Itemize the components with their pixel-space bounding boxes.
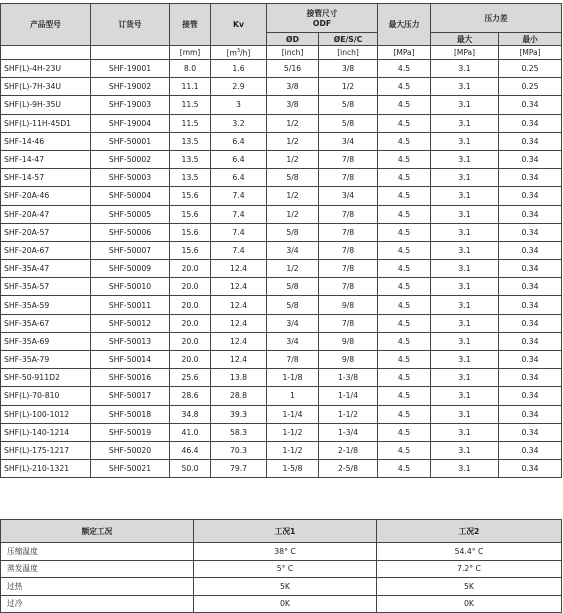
cell-order-number: SHF-50005 — [91, 205, 170, 223]
cell-max-pressure: 4.5 — [378, 205, 431, 223]
cell-od: 1 — [267, 387, 319, 405]
table-row — [1, 423, 562, 441]
table-row — [1, 314, 562, 332]
cond-header-c1: 工况1 — [194, 520, 377, 543]
cell-order-number: SHF-50009 — [91, 260, 170, 278]
units-row — [1, 46, 562, 60]
cell-order-number: SHF-50007 — [91, 241, 170, 259]
cell-kv: 2.9 — [211, 78, 267, 96]
header-min: 最小 — [499, 33, 562, 46]
cell-max-pressure: 4.5 — [378, 387, 431, 405]
table-row — [1, 78, 562, 96]
cell-connection: 15.6 — [170, 205, 211, 223]
cell-connection: 41.0 — [170, 423, 211, 441]
condition-2-value: 7.2° C — [377, 560, 562, 578]
unit-connection: [mm] — [170, 46, 211, 60]
condition-2-value: 0K — [377, 595, 562, 613]
table-row — [1, 187, 562, 205]
header-order-number: 订货号 — [91, 4, 170, 46]
cell-pressure-min: 0.34 — [499, 278, 562, 296]
header-odf-title: 接管尺寸 — [306, 9, 338, 18]
cell-max-pressure: 4.5 — [378, 296, 431, 314]
cell-pressure-min: 0.34 — [499, 260, 562, 278]
cell-od: 3/8 — [267, 78, 319, 96]
cell-connection: 15.6 — [170, 223, 211, 241]
cell-order-number: SHF-19003 — [91, 96, 170, 114]
cell-order-number: SHF-19004 — [91, 114, 170, 132]
cell-connection: 15.6 — [170, 241, 211, 259]
header-odf — [267, 4, 378, 33]
table-row — [1, 169, 562, 187]
cell-model: SHF(L)-7H-34U — [1, 78, 91, 96]
condition-row — [1, 578, 562, 596]
condition-label: 过热 — [1, 578, 194, 596]
cell-order-number: SHF-50012 — [91, 314, 170, 332]
cell-oes: 3/4 — [319, 187, 378, 205]
table-row — [1, 223, 562, 241]
cell-max-pressure: 4.5 — [378, 260, 431, 278]
cell-order-number: SHF-50013 — [91, 332, 170, 350]
cell-max-pressure: 4.5 — [378, 460, 431, 478]
cell-order-number: SHF-19001 — [91, 60, 170, 78]
condition-label: 过冷 — [1, 595, 194, 613]
cell-order-number: SHF-50017 — [91, 387, 170, 405]
cell-order-number: SHF-50010 — [91, 278, 170, 296]
cell-model: SHF-35A-79 — [1, 351, 91, 369]
cell-max-pressure: 4.5 — [378, 369, 431, 387]
condition-1-value: 5K — [194, 578, 377, 596]
condition-row — [1, 543, 562, 561]
cell-connection: 13.5 — [170, 132, 211, 150]
cell-oes: 7/8 — [319, 205, 378, 223]
rated-conditions-table — [0, 519, 562, 613]
cell-kv: 70.3 — [211, 441, 267, 459]
cell-max-pressure: 4.5 — [378, 278, 431, 296]
header-max-pressure: 最大压力 — [378, 4, 431, 46]
cell-order-number: SHF-50014 — [91, 351, 170, 369]
cell-model: SHF-14-47 — [1, 150, 91, 168]
cell-pressure-min: 0.34 — [499, 241, 562, 259]
cell-oes: 7/8 — [319, 150, 378, 168]
cell-pressure-min: 0.34 — [499, 332, 562, 350]
cell-pressure-max: 3.1 — [431, 314, 499, 332]
cell-model: SHF(L)-100-1012 — [1, 405, 91, 423]
cell-kv: 12.4 — [211, 278, 267, 296]
cell-max-pressure: 4.5 — [378, 441, 431, 459]
cell-od: 1-5/8 — [267, 460, 319, 478]
cond-header-c2: 工况2 — [377, 520, 562, 543]
cell-oes: 2-5/8 — [319, 460, 378, 478]
condition-label: 压缩温度 — [1, 543, 194, 561]
unit-min: [MPa] — [499, 46, 562, 60]
cell-max-pressure: 4.5 — [378, 78, 431, 96]
cell-od: 1-1/4 — [267, 405, 319, 423]
cell-max-pressure: 4.5 — [378, 96, 431, 114]
cell-od: 1/2 — [267, 205, 319, 223]
header-connection: 接管 — [170, 4, 211, 46]
cell-oes: 9/8 — [319, 351, 378, 369]
cell-pressure-max: 3.1 — [431, 351, 499, 369]
cell-pressure-max: 3.1 — [431, 78, 499, 96]
cell-pressure-max: 3.1 — [431, 60, 499, 78]
cell-kv: 12.4 — [211, 314, 267, 332]
cell-kv: 6.4 — [211, 169, 267, 187]
cell-od: 3/4 — [267, 332, 319, 350]
header-od: ØD — [267, 33, 319, 46]
cell-model: SHF-35A-47 — [1, 260, 91, 278]
cell-pressure-min: 0.34 — [499, 387, 562, 405]
cell-connection: 20.0 — [170, 351, 211, 369]
cell-pressure-min: 0.34 — [499, 441, 562, 459]
cell-max-pressure: 4.5 — [378, 423, 431, 441]
cell-oes: 9/8 — [319, 332, 378, 350]
cell-kv: 12.4 — [211, 332, 267, 350]
unit-max: [MPa] — [431, 46, 499, 60]
unit-kv-pre: [m — [226, 48, 237, 58]
table-row — [1, 60, 562, 78]
cell-pressure-max: 3.1 — [431, 369, 499, 387]
condition-1-value: 0K — [194, 595, 377, 613]
cell-od: 1-1/2 — [267, 441, 319, 459]
cell-order-number: SHF-50004 — [91, 187, 170, 205]
cell-pressure-min: 0.34 — [499, 205, 562, 223]
unit-model — [1, 46, 91, 60]
cell-connection: 8.0 — [170, 60, 211, 78]
cell-od: 1/2 — [267, 150, 319, 168]
cell-order-number: SHF-50016 — [91, 369, 170, 387]
cell-model: SHF(L)-140-1214 — [1, 423, 91, 441]
cell-pressure-min: 0.34 — [499, 296, 562, 314]
condition-label: 蒸发温度 — [1, 560, 194, 578]
table-row — [1, 132, 562, 150]
cell-pressure-max: 3.1 — [431, 441, 499, 459]
cell-oes: 1-3/8 — [319, 369, 378, 387]
table-row — [1, 114, 562, 132]
cell-kv: 39.3 — [211, 405, 267, 423]
cell-pressure-max: 3.1 — [431, 169, 499, 187]
cell-pressure-min: 0.34 — [499, 150, 562, 168]
cell-order-number: SHF-50021 — [91, 460, 170, 478]
cell-kv: 28.8 — [211, 387, 267, 405]
header-kv: Kv — [211, 4, 267, 46]
table-row — [1, 96, 562, 114]
cell-kv: 7.4 — [211, 223, 267, 241]
cell-oes: 9/8 — [319, 296, 378, 314]
cell-pressure-min: 0.34 — [499, 460, 562, 478]
cell-max-pressure: 4.5 — [378, 169, 431, 187]
cell-model: SHF(L)-175-1217 — [1, 441, 91, 459]
table-row — [1, 460, 562, 478]
cell-pressure-max: 3.1 — [431, 150, 499, 168]
cell-order-number: SHF-50019 — [91, 423, 170, 441]
cell-max-pressure: 4.5 — [378, 132, 431, 150]
cell-oes: 5/8 — [319, 114, 378, 132]
cell-pressure-max: 3.1 — [431, 223, 499, 241]
cell-pressure-min: 0.34 — [499, 132, 562, 150]
table-row — [1, 441, 562, 459]
cell-max-pressure: 4.5 — [378, 241, 431, 259]
cell-pressure-max: 3.1 — [431, 205, 499, 223]
cell-kv: 7.4 — [211, 187, 267, 205]
header-oes: ØE/S/C — [319, 33, 378, 46]
header-pressure-diff: 压力差 — [431, 4, 562, 33]
cell-pressure-min: 0.34 — [499, 369, 562, 387]
cell-od: 3/4 — [267, 314, 319, 332]
cell-pressure-max: 3.1 — [431, 187, 499, 205]
cell-connection: 34.8 — [170, 405, 211, 423]
cell-model: SHF-35A-69 — [1, 332, 91, 350]
unit-kv-sup: 3 — [236, 47, 241, 54]
cell-model: SHF-20A-46 — [1, 187, 91, 205]
cell-connection: 50.0 — [170, 460, 211, 478]
table-row — [1, 296, 562, 314]
header-max: 最大 — [431, 33, 499, 46]
unit-max-pressure: [MPa] — [378, 46, 431, 60]
cell-oes: 1-1/4 — [319, 387, 378, 405]
cell-order-number: SHF-50003 — [91, 169, 170, 187]
cell-pressure-max: 3.1 — [431, 332, 499, 350]
cell-pressure-min: 0.34 — [499, 223, 562, 241]
cell-oes: 7/8 — [319, 223, 378, 241]
cell-max-pressure: 4.5 — [378, 60, 431, 78]
cell-order-number: SHF-50001 — [91, 132, 170, 150]
cell-oes: 1-1/2 — [319, 405, 378, 423]
cell-od: 1/2 — [267, 260, 319, 278]
cell-kv: 3 — [211, 96, 267, 114]
cell-connection: 20.0 — [170, 332, 211, 350]
cell-od: 5/8 — [267, 223, 319, 241]
table-row — [1, 260, 562, 278]
cell-pressure-min: 0.34 — [499, 423, 562, 441]
cell-model: SHF(L)-70-810 — [1, 387, 91, 405]
cell-kv: 12.4 — [211, 296, 267, 314]
condition-1-value: 38° C — [194, 543, 377, 561]
cell-kv: 6.4 — [211, 150, 267, 168]
cell-order-number: SHF-50002 — [91, 150, 170, 168]
cell-connection: 20.0 — [170, 296, 211, 314]
condition-row — [1, 595, 562, 613]
cell-od: 5/8 — [267, 296, 319, 314]
cell-pressure-max: 3.1 — [431, 387, 499, 405]
cell-kv: 13.8 — [211, 369, 267, 387]
cell-order-number: SHF-50006 — [91, 223, 170, 241]
cell-od: 1/2 — [267, 132, 319, 150]
cell-connection: 28.6 — [170, 387, 211, 405]
cell-max-pressure: 4.5 — [378, 187, 431, 205]
cell-oes: 7/8 — [319, 314, 378, 332]
cell-model: SHF-14-57 — [1, 169, 91, 187]
cell-pressure-min: 0.25 — [499, 78, 562, 96]
cell-kv: 7.4 — [211, 241, 267, 259]
cell-connection: 13.5 — [170, 150, 211, 168]
cell-connection: 11.5 — [170, 114, 211, 132]
cell-kv: 6.4 — [211, 132, 267, 150]
condition-2-value: 54.4° C — [377, 543, 562, 561]
cell-model: SHF-35A-67 — [1, 314, 91, 332]
cell-model: SHF-20A-47 — [1, 205, 91, 223]
cell-oes: 2-1/8 — [319, 441, 378, 459]
unit-od: [inch] — [267, 46, 319, 60]
cell-connection: 20.0 — [170, 278, 211, 296]
cell-oes: 3/4 — [319, 132, 378, 150]
cell-oes: 1/2 — [319, 78, 378, 96]
cell-max-pressure: 4.5 — [378, 114, 431, 132]
cell-model: SHF-20A-57 — [1, 223, 91, 241]
condition-1-value: 5° C — [194, 560, 377, 578]
cell-oes: 7/8 — [319, 260, 378, 278]
cell-max-pressure: 4.5 — [378, 351, 431, 369]
cell-connection: 46.4 — [170, 441, 211, 459]
cell-od: 5/8 — [267, 278, 319, 296]
cell-pressure-max: 3.1 — [431, 260, 499, 278]
cell-pressure-min: 0.34 — [499, 405, 562, 423]
cell-kv: 12.4 — [211, 260, 267, 278]
cell-model: SHF-50-911D2 — [1, 369, 91, 387]
cell-pressure-max: 3.1 — [431, 278, 499, 296]
cell-pressure-max: 3.1 — [431, 423, 499, 441]
cell-oes: 7/8 — [319, 241, 378, 259]
cell-oes: 1-3/4 — [319, 423, 378, 441]
unit-kv-post: /h] — [240, 48, 251, 58]
cell-model: SHF-35A-59 — [1, 296, 91, 314]
table-row — [1, 332, 562, 350]
cell-model: SHF-14-46 — [1, 132, 91, 150]
cell-kv: 79.7 — [211, 460, 267, 478]
cell-kv: 12.4 — [211, 351, 267, 369]
cell-pressure-max: 3.1 — [431, 460, 499, 478]
cell-max-pressure: 4.5 — [378, 314, 431, 332]
cell-connection: 11.5 — [170, 96, 211, 114]
cell-pressure-min: 0.34 — [499, 314, 562, 332]
cell-oes: 7/8 — [319, 169, 378, 187]
cell-connection: 25.6 — [170, 369, 211, 387]
cell-oes: 3/8 — [319, 60, 378, 78]
cell-model: SHF-35A-57 — [1, 278, 91, 296]
table-row — [1, 241, 562, 259]
header-odf-sub: ODF — [312, 19, 332, 28]
cell-od: 5/8 — [267, 169, 319, 187]
cell-oes: 7/8 — [319, 278, 378, 296]
cell-pressure-max: 3.1 — [431, 405, 499, 423]
cell-od: 5/16 — [267, 60, 319, 78]
cell-order-number: SHF-50018 — [91, 405, 170, 423]
cell-model: SHF(L)-4H-23U — [1, 60, 91, 78]
condition-2-value: 5K — [377, 578, 562, 596]
table-row — [1, 369, 562, 387]
cell-pressure-min: 0.25 — [499, 60, 562, 78]
cell-max-pressure: 4.5 — [378, 405, 431, 423]
unit-kv — [211, 46, 267, 60]
cell-pressure-min: 0.34 — [499, 114, 562, 132]
cell-model: SHF(L)-210-1321 — [1, 460, 91, 478]
table-row — [1, 150, 562, 168]
cond-header-label: 额定工况 — [1, 520, 194, 543]
cell-pressure-min: 0.34 — [499, 169, 562, 187]
cell-pressure-min: 0.34 — [499, 96, 562, 114]
cell-max-pressure: 4.5 — [378, 332, 431, 350]
cell-max-pressure: 4.5 — [378, 223, 431, 241]
cell-order-number: SHF-50020 — [91, 441, 170, 459]
cell-od: 1-1/8 — [267, 369, 319, 387]
cell-od: 7/8 — [267, 351, 319, 369]
table-row — [1, 278, 562, 296]
cell-connection: 20.0 — [170, 314, 211, 332]
cell-order-number: SHF-50011 — [91, 296, 170, 314]
cell-kv: 3.2 — [211, 114, 267, 132]
cell-kv: 1.6 — [211, 60, 267, 78]
cell-connection: 20.0 — [170, 260, 211, 278]
cell-pressure-min: 0.34 — [499, 351, 562, 369]
cell-pressure-max: 3.1 — [431, 296, 499, 314]
cell-connection: 13.5 — [170, 169, 211, 187]
cell-connection: 11.1 — [170, 78, 211, 96]
table-row — [1, 387, 562, 405]
cell-od: 1/2 — [267, 114, 319, 132]
unit-order — [91, 46, 170, 60]
cell-pressure-max: 3.1 — [431, 114, 499, 132]
table-row — [1, 205, 562, 223]
unit-oes: [inch] — [319, 46, 378, 60]
valve-spec-table — [0, 3, 562, 478]
cell-od: 3/8 — [267, 96, 319, 114]
cell-connection: 15.6 — [170, 187, 211, 205]
cell-oes: 5/8 — [319, 96, 378, 114]
cell-model: SHF(L)-9H-35U — [1, 96, 91, 114]
cell-pressure-max: 3.1 — [431, 241, 499, 259]
cell-model: SHF(L)-11H-45D1 — [1, 114, 91, 132]
cell-order-number: SHF-19002 — [91, 78, 170, 96]
cell-kv: 7.4 — [211, 205, 267, 223]
cell-max-pressure: 4.5 — [378, 150, 431, 168]
cell-pressure-min: 0.34 — [499, 187, 562, 205]
header-model: 产品型号 — [1, 4, 91, 46]
cell-od: 1/2 — [267, 187, 319, 205]
cell-od: 1-1/2 — [267, 423, 319, 441]
table-row — [1, 351, 562, 369]
cell-pressure-max: 3.1 — [431, 96, 499, 114]
cell-pressure-max: 3.1 — [431, 132, 499, 150]
table-row — [1, 405, 562, 423]
cell-od: 3/4 — [267, 241, 319, 259]
condition-row — [1, 560, 562, 578]
cell-model: SHF-20A-67 — [1, 241, 91, 259]
cell-kv: 58.3 — [211, 423, 267, 441]
